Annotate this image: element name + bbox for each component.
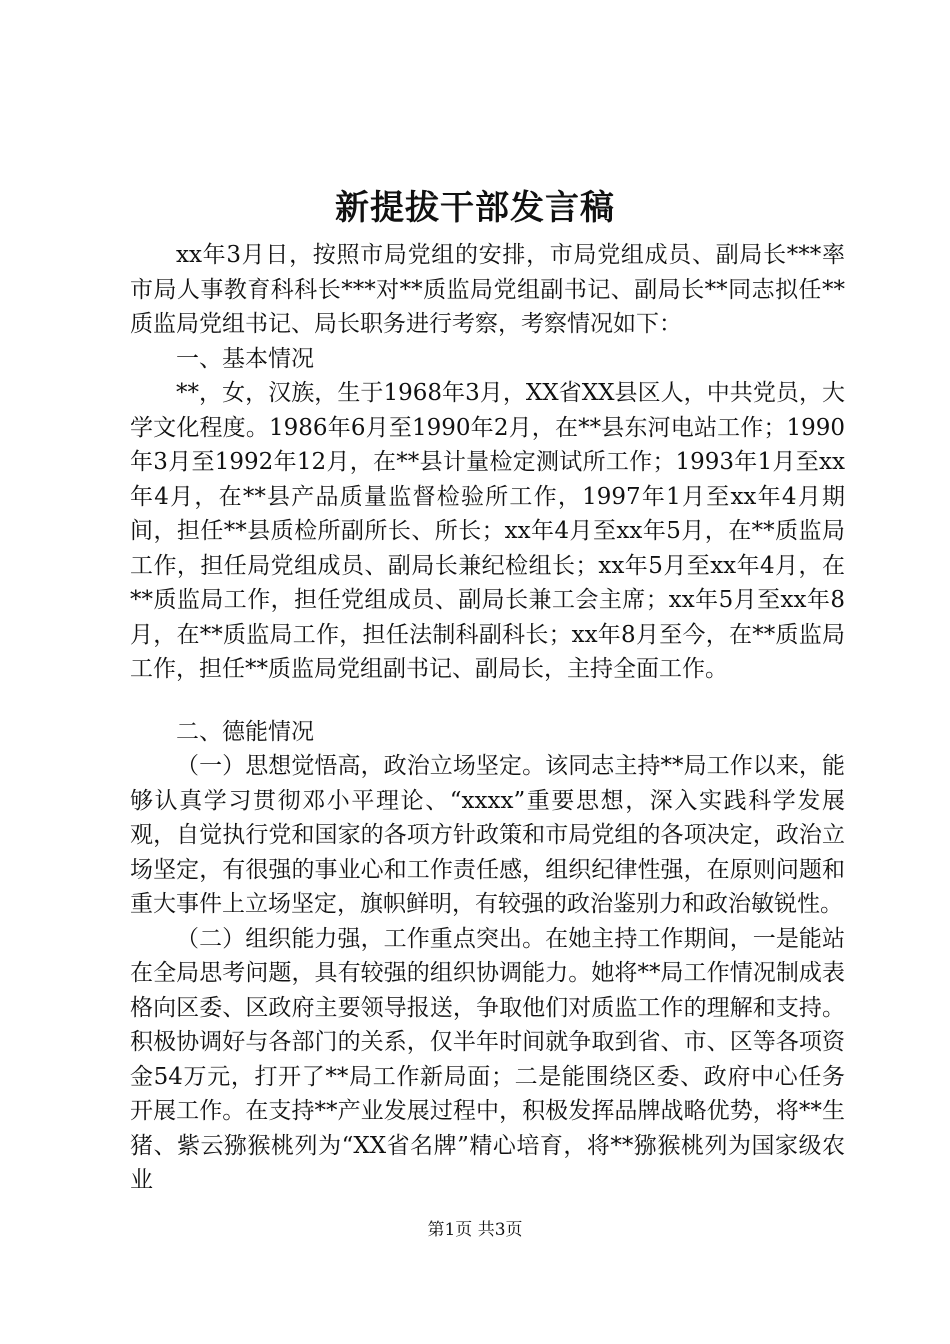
section-heading-moral-ability: 二、德能情况 (176, 718, 314, 745)
basic-info-paragraph: **，女，汉族，生于1968年3月，XX省XX县区人，中共党员，大学文化程度。1986年6月至1990年2月，在**县东河电站工作；1990年3月至1992年12月，在**县计量检定测试所工作；1993年1月至xx年4月，在**县产品质量监督检验所工作，1997年1月至xx年4月期间，担任**县质检所副所长、所长；xx年4月至xx年5月，在**质监局工作，担任局党组成员、副局长兼纪检组长；xx年5月至xx年4月，在**质监局工作，担任党组成员、副局长兼工会主席；xx年5月至xx年8月，在**质监局工作，担任法制科副科长；xx年8月至今，在**质监局工作，担任**质监局党组副书记、副局长，主持全面工作。 (130, 380, 845, 682)
intro-paragraph: xx年3月日，按照市局党组的安排，市局党组成员、副局长***率市局人事教育科科长***对**质监局党组副书记、副局长**同志拟任**质监局党组书记、局长职务进行考察，考察情况如下： (130, 242, 845, 337)
moral-ability-paragraph-1: （一）思想觉悟高，政治立场坚定。该同志主持**局工作以来，能够认真学习贯彻邓小平理论、“xxxx”重要思想，深入实践科学发展观，自觉执行党和国家的各项方针政策和市局党组的各项决定，政治立场坚定，有很强的事业心和工作责任感，组织纪律性强，在原则问题和重大事件上立场坚定，旗帜鲜明，有较强的政治鉴别力和政治敏锐性。 (130, 753, 845, 917)
moral-ability-paragraph-2: （二）组织能力强，工作重点突出。在她主持工作期间，一是能站在全局思考问题，具有较强的组织协调能力。她将**局工作情况制成表格向区委、区政府主要领导报送，争取他们对质监工作的理解和支持。积极协调好与各部门的关系，仅半年时间就争取到省、市、区等各项资金54万元，打开了**局工作新局面；二是能围绕区委、政府中心任务开展工作。在支持**产业发展过程中，积极发挥品牌战略优势，将**生猪、紫云猕猴桃列为“XX省名牌”精心培育，将**猕猴桃列为国家级农业 (130, 925, 845, 1193)
document-title: 新提拔干部发言稿 (335, 188, 615, 228)
section-heading-basic-info: 一、基本情况 (176, 345, 314, 372)
paragraph-spacer (130, 687, 845, 715)
page-footer: 第1页 共3页 (427, 1220, 523, 1240)
document-body (130, 238, 845, 1198)
